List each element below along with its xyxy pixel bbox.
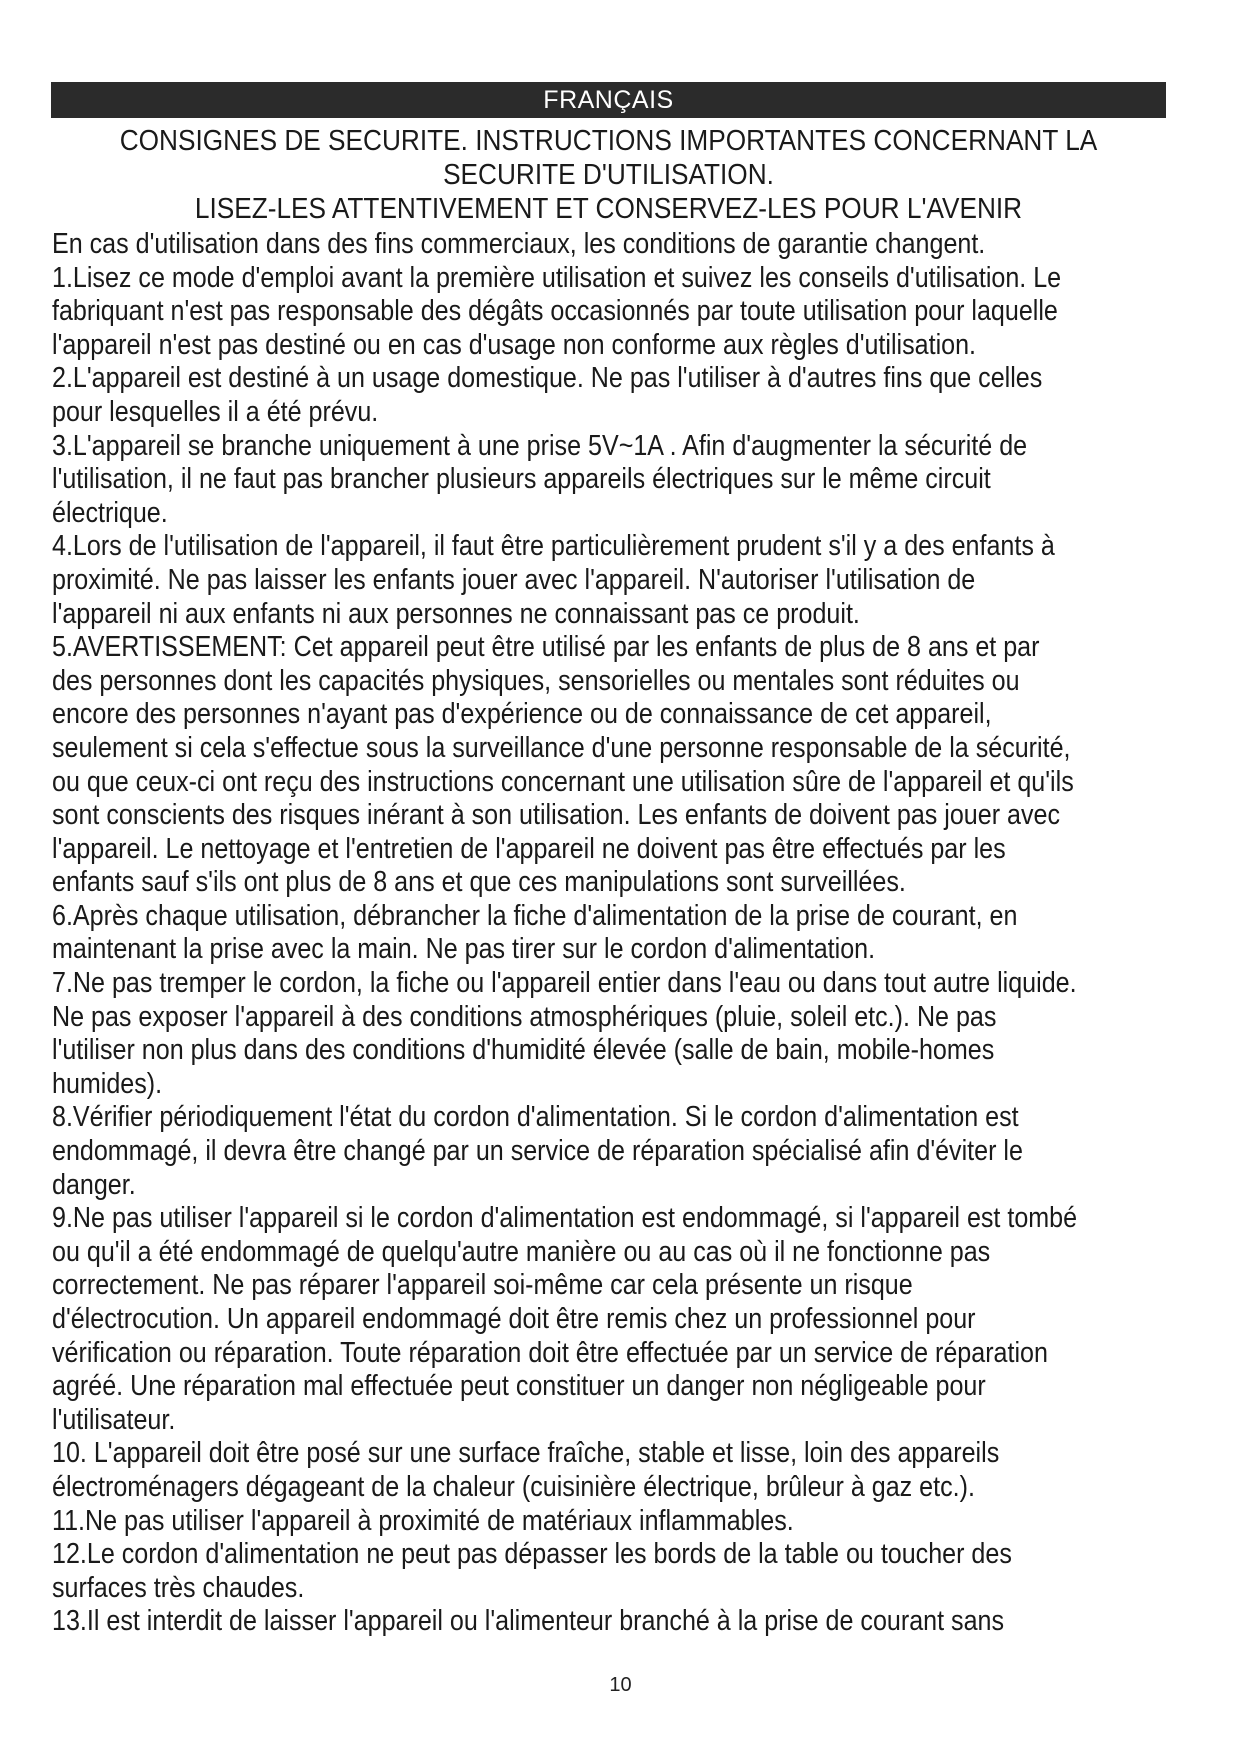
text-line: 2.L'appareil est destiné à un usage domestique. Ne pas l'utiliser à d'autres fins que celles — [52, 362, 1043, 395]
text-line: correctement. Ne pas réparer l'appareil soi-même car cela présente un risque — [52, 1269, 913, 1302]
text-line: l'utilisation, il ne faut pas brancher plusieurs appareils électriques sur le même circuit — [52, 463, 991, 496]
text-line: électrique. — [52, 496, 168, 529]
title-line-2: SECURITE D'UTILISATION. — [443, 159, 774, 191]
text-line: 7.Ne pas tremper le cordon, la fiche ou l'appareil entier dans l'eau ou dans tout autre liquide. — [52, 967, 1077, 1000]
text-line: l'utilisateur. — [52, 1403, 176, 1436]
page-number: 10 — [609, 1674, 632, 1696]
language-header-bar: FRANÇAIS — [51, 82, 1166, 118]
text-line: 9.Ne pas utiliser l'appareil si le cordon d'alimentation est endommagé, si l'appareil est tombé — [52, 1202, 1078, 1235]
text-line: 6.Après chaque utilisation, débrancher la fiche d'alimentation de la prise de courant, en — [52, 899, 1018, 932]
text-line: l'utiliser non plus dans des conditions d'humidité élevée (salle de bain, mobile-homes — [52, 1034, 995, 1067]
title-line-3: LISEZ-LES ATTENTIVEMENT ET CONSERVEZ-LES POUR L'AVENIR — [194, 193, 1023, 225]
text-line: ou que ceux-ci ont reçu des instructions concernant une utilisation sûre de l'appareil et qu'ils — [52, 765, 1074, 798]
text-line: fabriquant n'est pas responsable des dégâts occasionnés par toute utilisation pour laquelle — [52, 295, 1058, 328]
text-line: Ne pas exposer l'appareil à des conditions atmosphériques (pluie, soleil etc.). Ne pas — [52, 1000, 997, 1033]
text-line: danger. — [52, 1168, 136, 1201]
text-line: sont conscients des risques inérant à son utilisation. Les enfants de doivent pas jouer avec — [52, 799, 1060, 832]
text-line: l'appareil ni aux enfants ni aux personnes ne connaissant pas ce produit. — [52, 597, 860, 630]
text-line: l'appareil. Le nettoyage et l'entretien de l'appareil ne doivent pas être effectués par les — [52, 832, 1006, 865]
text-line: ou qu'il a été endommagé de quelqu'autre manière ou au cas où il ne fonctionne pas — [52, 1235, 991, 1268]
text-line: 12.Le cordon d'alimentation ne peut pas dépasser les bords de la table ou toucher des — [52, 1538, 1012, 1571]
text-line: surfaces très chaudes. — [52, 1571, 305, 1604]
text-line: enfants sauf s'ils ont plus de 8 ans et que ces manipulations sont surveillées. — [52, 866, 906, 899]
text-line: 11.Ne pas utiliser l'appareil à proximité de matériaux inflammables. — [52, 1504, 794, 1537]
text-line: maintenant la prise avec la main. Ne pas tirer sur le cordon d'alimentation. — [52, 933, 876, 966]
text-line: proximité. Ne pas laisser les enfants jouer avec l'appareil. N'autoriser l'utilisation de — [52, 563, 976, 596]
text-line: humides). — [52, 1067, 163, 1100]
text-line: 5.AVERTISSEMENT: Cet appareil peut être utilisé par les enfants de plus de 8 ans et par — [52, 631, 1040, 664]
safety-instructions-body — [52, 228, 1139, 1639]
text-line: 8.Vérifier périodiquement l'état du cordon d'alimentation. Si le cordon d'alimentation est — [52, 1101, 1019, 1134]
text-line: 4.Lors de l'utilisation de l'appareil, il faut être particulièrement prudent s'il y a des enfants à — [52, 530, 1055, 563]
text-line: agréé. Une réparation mal effectuée peut constituer un danger non négligeable pour — [52, 1370, 986, 1403]
text-line: des personnes dont les capacités physiques, sensorielles ou mentales sont réduites ou — [52, 664, 1020, 697]
text-line: En cas d'utilisation dans des fins commerciaux, les conditions de garantie changent. — [52, 228, 986, 260]
text-line: l'appareil n'est pas destiné ou en cas d'usage non conforme aux règles d'utilisation. — [52, 328, 977, 361]
text-line: endommagé, il devra être changé par un service de réparation spécialisé afin d'éviter le — [52, 1135, 1023, 1168]
text-line: pour lesquelles il a été prévu. — [52, 395, 379, 428]
text-line: 1.Lisez ce mode d'emploi avant la première utilisation et suivez les conseils d'utilisation. Le — [52, 261, 1062, 294]
text-line: vérification ou réparation. Toute réparation doit être effectuée par un service de réparation — [52, 1336, 1048, 1369]
text-line: 10. L'appareil doit être posé sur une surface fraîche, stable et lisse, loin des appareils — [52, 1437, 1000, 1470]
text-line: encore des personnes n'ayant pas d'expérience ou de connaissance de cet appareil, — [52, 698, 992, 731]
text-line: 13.Il est interdit de laisser l'appareil ou l'alimenteur branché à la prise de courant sans — [52, 1605, 1005, 1638]
title-line-1: CONSIGNES DE SECURITE. INSTRUCTIONS IMPORTANTES CONCERNANT LA — [119, 125, 1098, 157]
text-line: 3.L'appareil se branche uniquement à une prise 5V~1A . Afin d'augmenter la sécurité de — [52, 429, 1028, 462]
safety-titles — [96, 124, 1122, 226]
text-line: d'électrocution. Un appareil endommagé doit être remis chez un professionnel pour — [52, 1303, 976, 1335]
text-line: seulement si cela s'effectue sous la surveillance d'une personne responsable de la sécurité, — [52, 731, 1071, 764]
text-line: électroménagers dégageant de la chaleur (cuisinière électrique, brûleur à gaz etc.). — [52, 1470, 975, 1503]
